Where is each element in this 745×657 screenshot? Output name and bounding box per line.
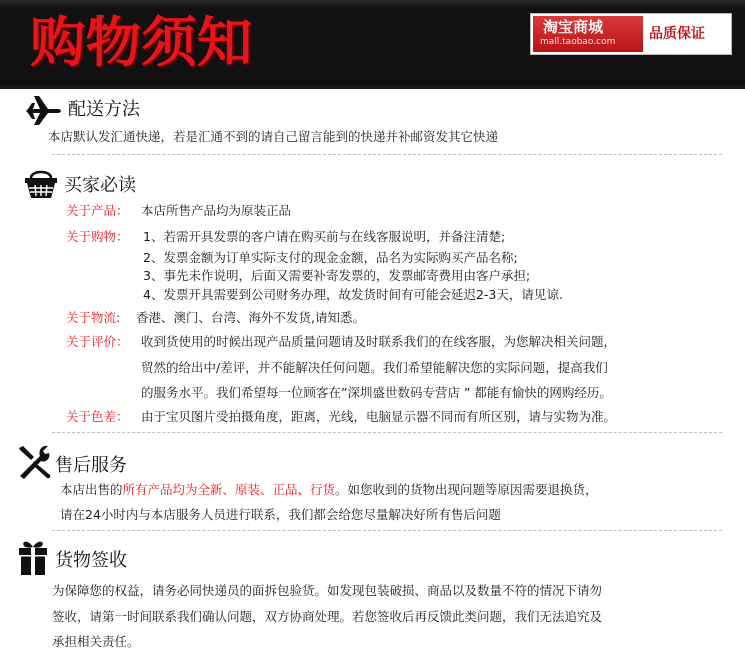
airplane-icon (26, 94, 62, 126)
product-label: 关于产品： (66, 203, 129, 218)
tmall-logo (533, 16, 643, 52)
review-label: 关于评价： (66, 334, 129, 349)
review-line-3: 的服务水平。我们希望每一位顾客在”深圳盛世数码专营店 ” 都能有愉快的网购经历。 (141, 385, 612, 400)
service-line-2: 请在24小时内与本店服务人员进行联系，我们都会给您尽量解决好所有售后问题 (60, 507, 501, 522)
quality-guarantee-label: 品质保证 (649, 26, 705, 42)
header-shine (0, 0, 745, 8)
color-diff-label: 关于色差： (66, 409, 129, 424)
divider (52, 530, 722, 531)
receipt-line-3: 承担相关责任。 (52, 634, 140, 649)
product-text: 本店所售产品均为原装正品 (141, 203, 292, 218)
divider (52, 432, 722, 433)
receipt-title: 货物签收 (55, 550, 127, 571)
divider (52, 154, 722, 155)
service-line-1-highlight: 所有产品均为全新、原装、正品、行货 (122, 482, 336, 497)
purchase-item-2: 2、发票金额为订单实际支付的现金金额，品名为实际购买产品名称; (143, 250, 518, 265)
review-line-1: 收到货使用的时候出现产品质量问题请及时联系我们的在线客服，为您解决相关问题， (141, 334, 617, 349)
service-line-1-post: 。如您收到的货物出现问题等原因需要退换货， (335, 482, 598, 497)
shipping-text: 本店默认发汇通快递，若是汇通不到的请自己留言能到的快递并补邮资发其它快递 (48, 129, 499, 144)
basket-icon (24, 166, 58, 200)
tmall-url: mall.taobao.com (540, 37, 616, 47)
logistics-text: 香港、澳门、台湾、海外不发货,请知悉。 (136, 310, 365, 325)
purchase-item-4: 4、发票开具需要到公司财务办理，故发货时间有可能会延迟2-3天，请见谅. (143, 287, 563, 302)
gift-icon (18, 538, 48, 576)
service-title: 售后服务 (55, 455, 127, 476)
tmall-badge[interactable] (530, 13, 732, 55)
service-line-1-pre: 本店出售的 (60, 482, 123, 497)
page-title: 购物须知 (30, 11, 253, 74)
purchase-label: 关于购物： (66, 229, 129, 244)
receipt-line-2: 签收，请第一时间联系我们确认问题，双方协商处理。若您签收后再反馈此类问题，我们无法追究及 (52, 609, 603, 624)
review-line-2: 贸然的给出中/差评，并不能解决任何问题。我们希望能解决您的实际问题，提高我们 (141, 360, 608, 375)
color-diff-text: 由于宝贝图片受拍摄角度，距离，光线，电脑显示器不同而有所区别，请与实物为准。 (141, 409, 617, 424)
tools-icon (16, 444, 54, 480)
logistics-label: 关于物流: (66, 310, 121, 325)
receipt-line-1: 为保障您的权益，请务必同快递员的面拆包验货。如发现包装破损、商品以及数量不符的情况下请勿 (52, 583, 603, 598)
tmall-name: 淘宝商城 (543, 18, 604, 36)
purchase-item-3: 3、事先未作说明，后面又需要补寄发票的，发票邮寄费用由客户承担; (143, 268, 531, 283)
purchase-item-1: 1、若需开具发票的客户请在购买前与在线客服说明，并备注清楚; (143, 229, 506, 244)
buyer-title: 买家必读 (64, 175, 136, 196)
page-header (0, 0, 745, 89)
shipping-title: 配送方法 (68, 99, 140, 120)
service-line-1 (60, 482, 598, 498)
